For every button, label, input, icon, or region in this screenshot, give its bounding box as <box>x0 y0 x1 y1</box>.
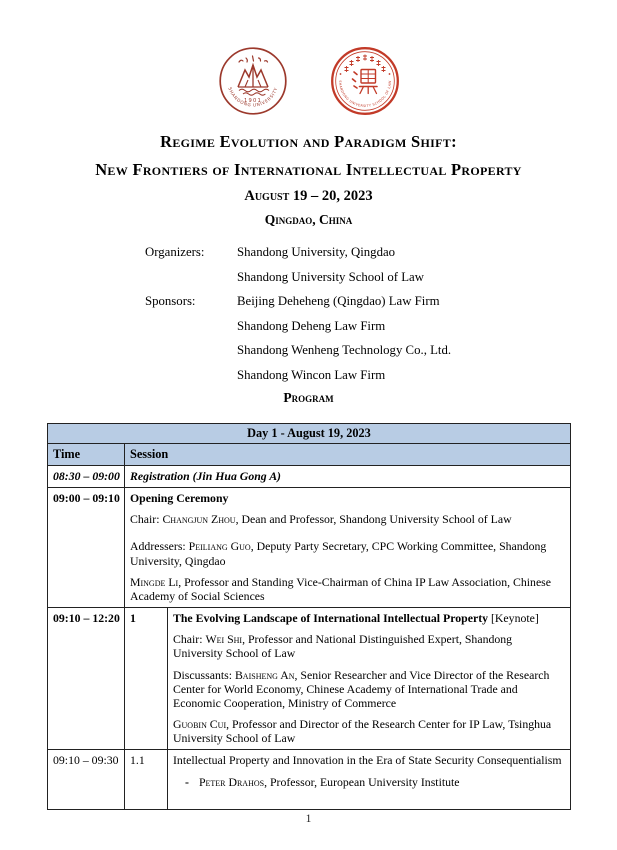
sponsors-label-spacer <box>145 338 237 363</box>
text-segment: , Professor and Standing Vice-Chairman of China IP Law Association, Chinese Academy of Social Sciences <box>130 574 552 603</box>
session-paragraph <box>173 632 564 660</box>
organizer-item: Shandong University, Qingdao <box>237 245 396 259</box>
session-row <box>48 750 571 809</box>
seal-chinese-calligraphy <box>239 56 268 62</box>
program-table <box>47 423 571 810</box>
seal-year: 1901 <box>243 98 262 104</box>
conference-title-line2: New Frontiers of International Intellectual Property <box>95 160 522 179</box>
session-paragraph <box>130 575 564 603</box>
time-cell: 08:30 – 09:00 <box>48 466 125 488</box>
sponsors-label-spacer <box>145 363 237 388</box>
program-heading: Program <box>283 390 334 405</box>
text-segment: Wei Shi <box>205 632 243 647</box>
session-cell <box>168 608 571 750</box>
session-paragraph <box>173 775 564 789</box>
organizers-sponsors-block <box>145 240 617 387</box>
shandong-university-seal <box>218 46 288 116</box>
text-segment: Opening Ceremony <box>130 491 229 506</box>
text-segment: Changjun Zhou <box>162 512 236 527</box>
text-segment: Intellectual Property and Innovation in the Era of State Security Consequentialism <box>173 753 562 768</box>
conference-location: Qingdao, China <box>264 212 353 227</box>
session-row <box>48 608 571 750</box>
text-segment: Registration (Jin Hua Gong A) <box>130 469 281 483</box>
session-row <box>48 488 571 608</box>
seal-law-glyph <box>352 70 377 94</box>
session-paragraph <box>130 539 564 567</box>
text-segment: , Professor and Director of the Research Center for IP Law, Tsinghua University School of Law <box>173 717 552 746</box>
sponsor-item: Shandong Deheng Law Firm <box>237 318 386 333</box>
sponsor-item: Shandong Wenheng Technology Co., Ltd. <box>237 343 452 357</box>
session-number-cell: 1 <box>125 608 168 750</box>
session-column-header: Session <box>125 444 571 466</box>
text-segment: Chair: <box>130 512 163 527</box>
time-cell: 09:10 – 09:30 <box>48 750 125 809</box>
sponsor-item: Beijing Deheheng (Qingdao) Law Firm <box>237 294 440 308</box>
text-segment: Peter Drahos <box>198 774 265 789</box>
seal-dot-right <box>388 73 390 75</box>
column-header-row <box>48 444 571 466</box>
sponsor-row <box>145 363 617 388</box>
mountain-emblem <box>238 65 269 95</box>
session-paragraph <box>173 717 564 745</box>
sponsor-item: Shandong Wincon Law Firm <box>237 367 386 382</box>
sponsors-label: Sponsors: <box>145 294 196 308</box>
page-number: 1 <box>305 813 312 825</box>
text-segment: Guobin Cui <box>173 717 227 732</box>
organizers-label-spacer <box>145 265 237 290</box>
organizer-item: Shandong University School of Law <box>237 269 424 284</box>
seal-dot-left <box>339 73 341 75</box>
text-segment: Discussants: <box>173 667 235 682</box>
session-paragraph <box>173 668 564 710</box>
conference-dates: August 19 – 20, 2023 <box>244 188 373 204</box>
time-cell: 09:00 – 09:10 <box>48 488 125 608</box>
text-segment: Baisheng An <box>234 667 295 682</box>
session-cell <box>168 750 571 809</box>
law-school-seal <box>330 46 400 116</box>
organizer-row <box>145 240 617 265</box>
organizers-label: Organizers: <box>145 245 205 259</box>
sponsors-label-spacer <box>145 314 237 339</box>
session-cell <box>125 488 571 608</box>
text-segment: , Professor and National Distinguished Expert, Shandong University School of Law <box>173 632 513 661</box>
text-segment: Chair: <box>173 632 206 647</box>
day-header: Day 1 - August 19, 2023 <box>48 424 571 444</box>
text-segment: Peiliang Guo <box>188 539 251 554</box>
session-paragraph <box>130 469 564 483</box>
text-segment: , Senior Researcher and Vice Director of the Research Center for World Economy, Chinese Academy of International Trade and Economic Cooperation, Ministry of Commerce <box>173 667 550 710</box>
seal-arc-text: SHANDONG UNIVERSITY <box>226 86 279 109</box>
text-segment: The Evolving Landscape of International Intellectual Property <box>173 611 489 626</box>
session-number-cell: 1.1 <box>125 750 168 809</box>
sponsor-row <box>145 338 617 363</box>
conference-title-line1: Regime Evolution and Paradigm Shift: <box>160 132 457 151</box>
organizer-row <box>145 265 617 290</box>
text-segment: Mingde Li <box>130 574 179 589</box>
text-segment: [Keynote] <box>488 611 539 626</box>
session-cell <box>125 466 571 488</box>
session-row <box>48 466 571 488</box>
session-paragraph <box>173 611 564 625</box>
sponsor-row <box>145 289 617 314</box>
text-segment: Addressers: <box>130 539 189 554</box>
session-paragraph <box>130 512 564 526</box>
bullet-dash: - <box>185 774 189 789</box>
header-logos <box>0 0 617 116</box>
sponsor-row <box>145 314 617 339</box>
time-column-header: Time <box>48 444 125 466</box>
text-segment: , Professor, European University Institute <box>264 774 460 789</box>
seal-arc-text: SHANDONG UNIVERSITY SCHOOL OF LAW <box>337 80 392 109</box>
text-segment: , Dean and Professor, Shandong University School of Law <box>235 512 512 527</box>
session-paragraph <box>130 491 564 505</box>
day-header-row <box>48 424 571 444</box>
text-segment: , Deputy Party Secretary, CPC Working Committee, Shandong University, Qingdao <box>130 539 547 568</box>
time-cell: 09:10 – 12:20 <box>48 608 125 750</box>
session-paragraph <box>173 753 564 767</box>
